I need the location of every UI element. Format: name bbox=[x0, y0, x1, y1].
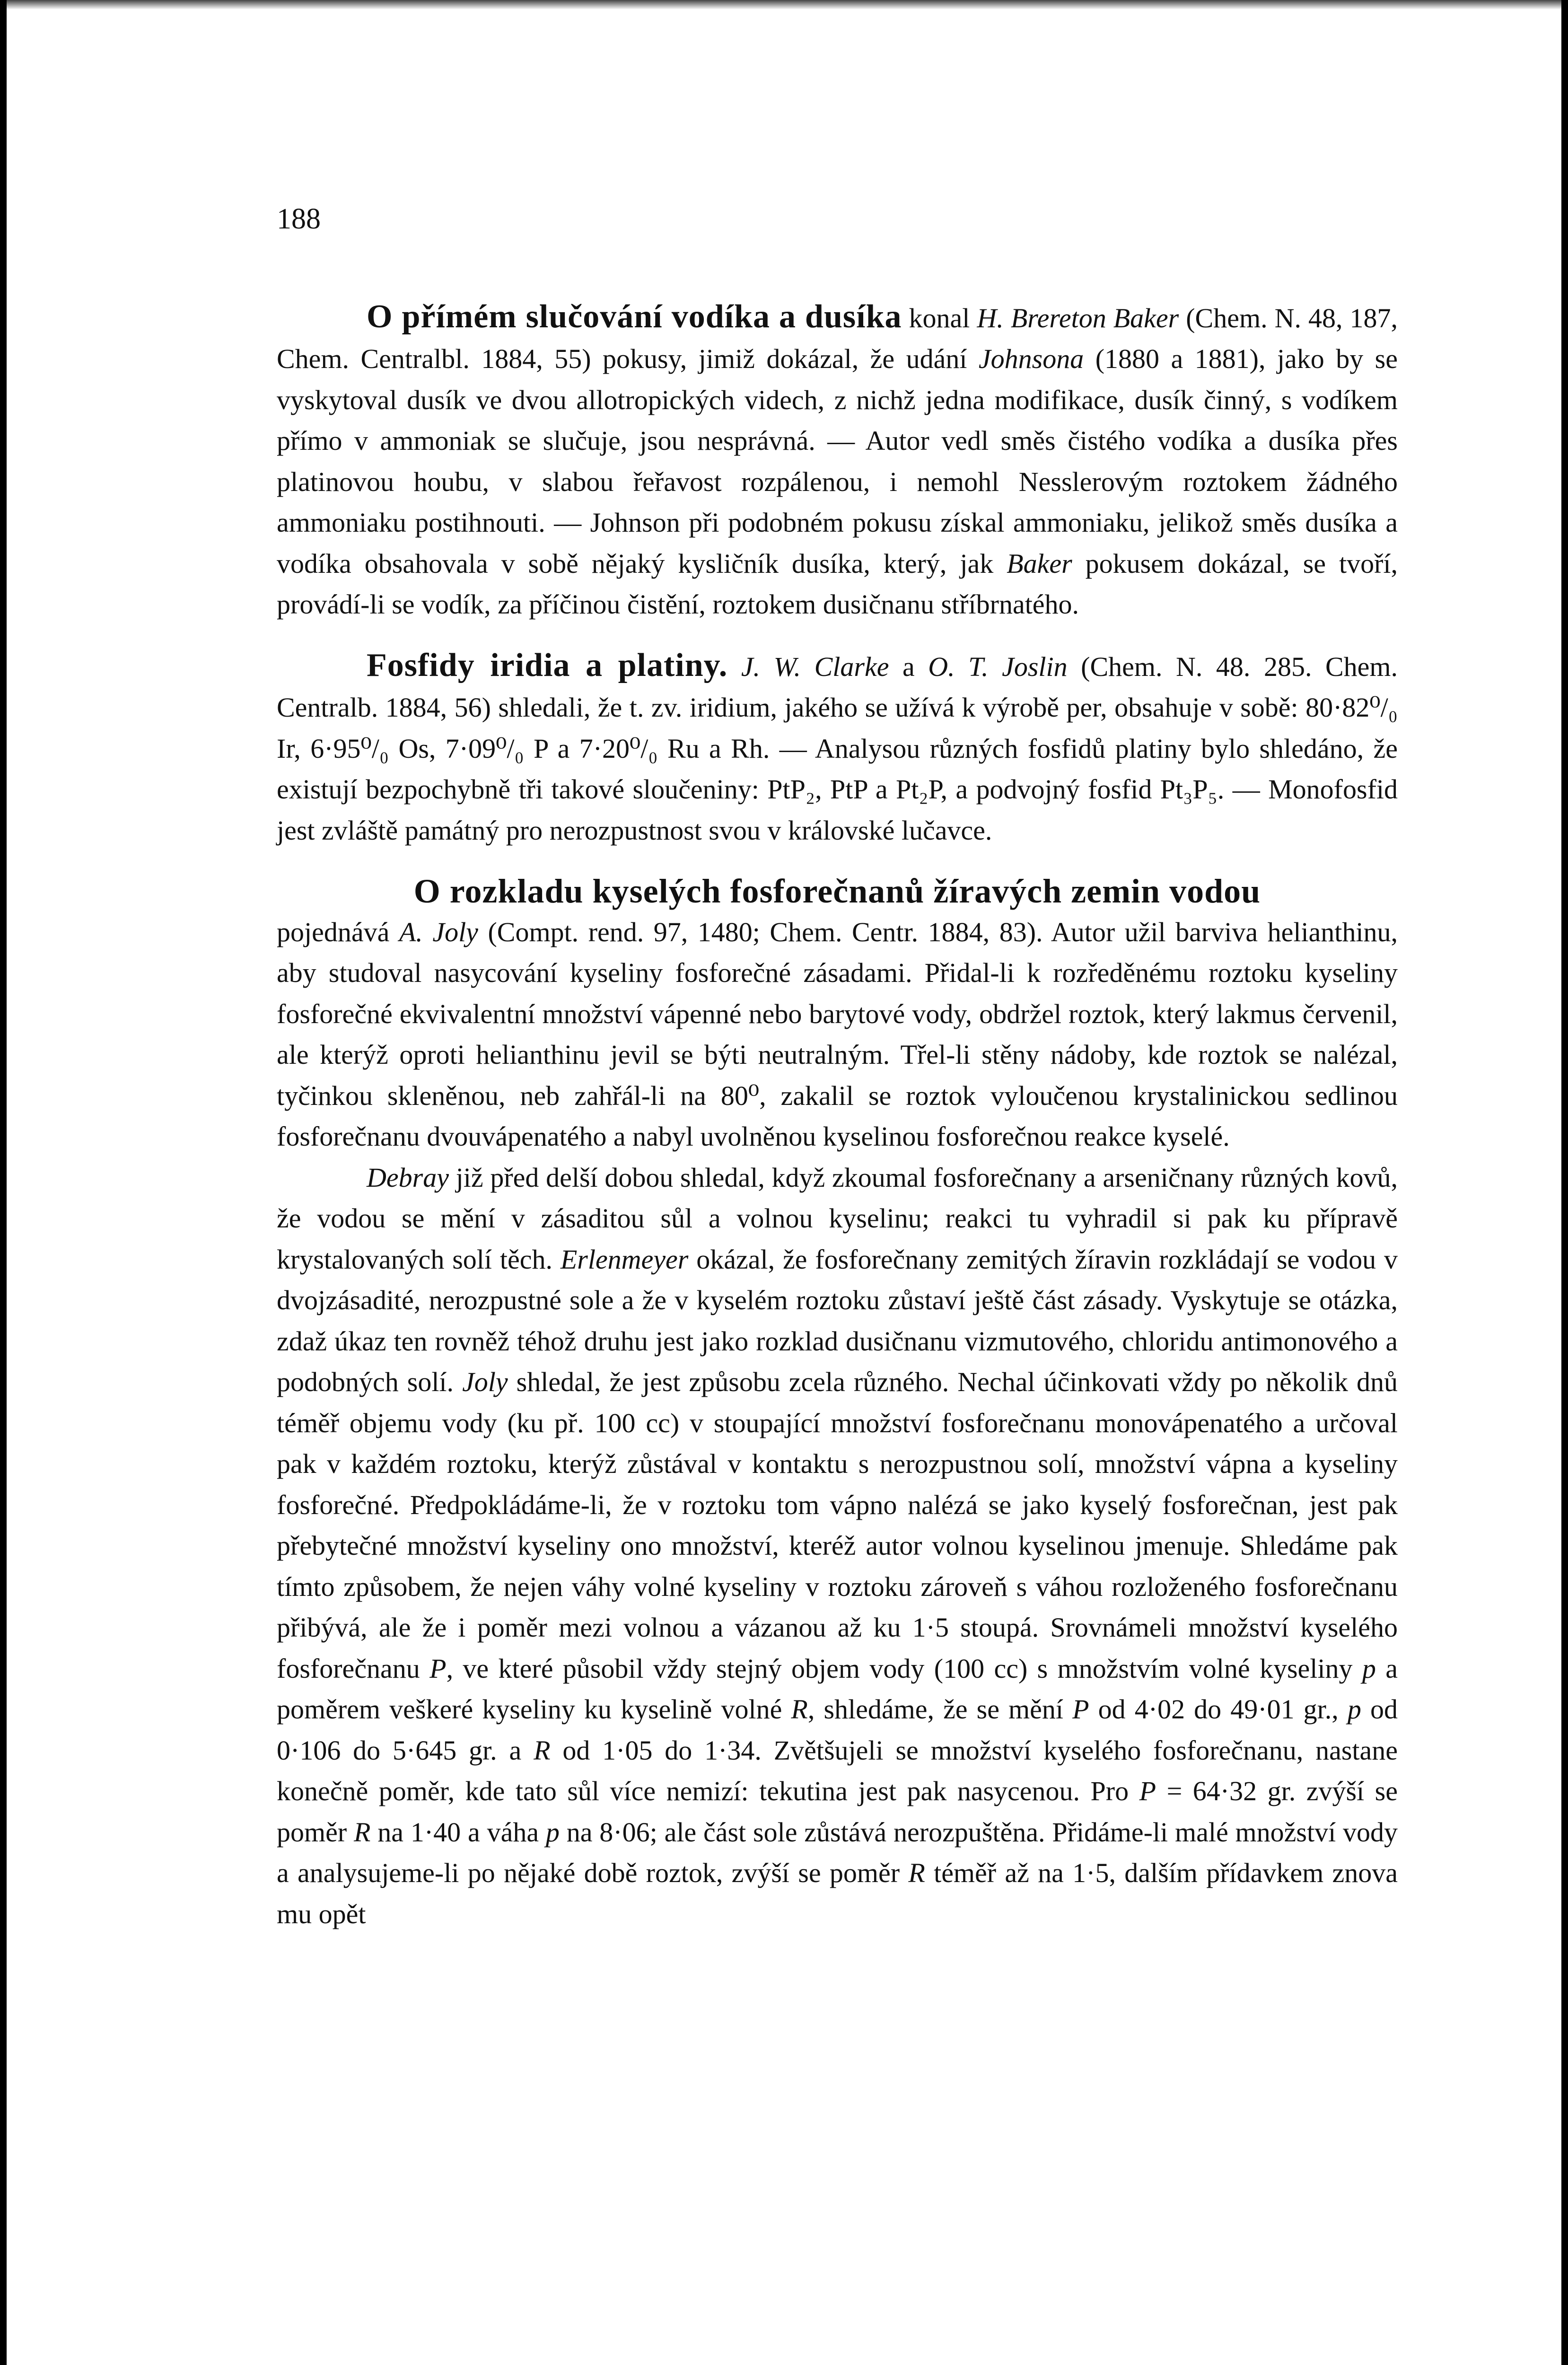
text-segment: od 0·106 do 5·645 gr. a bbox=[277, 1694, 1398, 1766]
article-title: Fosfidy iridia a platiny. bbox=[367, 647, 728, 683]
italic-name-segment: Baker bbox=[1007, 548, 1072, 579]
italic-name-segment: O. T. Joslin bbox=[928, 651, 1068, 682]
text-column bbox=[277, 199, 1398, 1935]
article-body bbox=[277, 917, 1398, 1152]
text-segment: na 8·06; ale část sole zůstává nerozpuštěna. Přidáme-li malé množství vody a analysujeme-li po nějaké době roztok, zvýší se poměr bbox=[277, 1816, 1398, 1888]
italic-name-segment: Johnsona bbox=[978, 343, 1084, 374]
text-segment: již před delší dobou shledal, když zkoumal fosforečnany a arseničnany různých kovů, že vodou se mění v zásaditou sůl a volnou kyselinu; reakci tu vyhradil si pak ku přípravě krystalovaných solí těch. bbox=[277, 1162, 1398, 1275]
italic-name-segment: R bbox=[534, 1734, 551, 1766]
italic-name-segment: R bbox=[908, 1857, 925, 1888]
italic-name-segment: p bbox=[545, 1816, 560, 1848]
text-segment: (Chem. N. 48. 285. Chem. Centralb. 1884, 56) shledali, že t. zv. iridium, jakého se užívá k výrobě per, obsahuje v sobě: 80·82⁰/₀ Ir, 6·95⁰/₀ Os, 7·09⁰/₀ P a 7·20⁰/₀ Ru a Rh. — Analysou různých fosfidů platiny bylo shledáno, že existují bezpochybně tři takové sloučeniny: PtP₂, PtP a Pt₂P, a podvojný fosfid Pt₃P₅. — Monofosfid jest zvláště památný pro nerozpustnost svou v královské lučavce. bbox=[277, 651, 1398, 846]
article-title: O rozkladu kyselých fosforečnanů žíravých zemin vodou bbox=[413, 872, 1261, 910]
text-segment: pokusem dokázal, se tvoří, provádí-li se vodík, za příčinou čistění, roztokem dusičnanu stříbrnatého. bbox=[277, 548, 1398, 620]
page-top-edge bbox=[0, 0, 1568, 9]
text-segment: , shledáme, že se mění bbox=[807, 1694, 1073, 1725]
text-segment: (Compt. rend. 97, 1480; Chem. Centr. 1884, 83). Autor užil barviva helianthinu, aby studoval nasycování kyseliny fosforečné zásadami. Přidal-li k rozředěnému roztoku kyseliny fosforečné ekvivalentní množství vápenné nebo barytové vody, obdržel roztok, který lakmus červenil, ale kterýž oproti helianthinu jevil se býti neutralným. Třel-li stěny nádoby, kde roztok se nalézal, tyčinkou skleněnou, neb zahřál-li na 80⁰, zakalil se roztok vyloučenou krystalinickou sedlinou fosforečnanu dvouvápenatého a nabyl uvolněnou kyselinou fosforečnou reakce kyselé. bbox=[277, 916, 1398, 1152]
text-segment: téměř až na 1·5, dalším přídavkem znova mu opět bbox=[277, 1857, 1398, 1929]
article-title: O přímém slučování vodíka a dusíka bbox=[367, 298, 902, 335]
italic-name-segment: Joly bbox=[462, 1366, 508, 1397]
italic-name-segment: J. W. Clarke bbox=[741, 651, 889, 682]
text-segment: od 4·02 do 49·01 gr., bbox=[1089, 1694, 1348, 1725]
text-segment: konal bbox=[902, 302, 977, 333]
text-segment bbox=[727, 651, 741, 682]
italic-name-segment: p bbox=[1347, 1694, 1361, 1725]
italic-name-segment: P bbox=[1139, 1776, 1156, 1806]
text-segment: okázal, že fosforečnany zemitých žíravin rozkládají se vodou v dvojzásadité, nerozpustné sole a že v kyselém roztoku zůstaví ještě část zásady. Vyskytuje se otázka, zdaž úkaz ten rovněž téhož druhu jest jako rozklad dusičnanu vizmutového, chloridu antimonového a podobných solí. bbox=[277, 1244, 1398, 1397]
italic-name-segment: Debray bbox=[367, 1162, 449, 1193]
article-continuation bbox=[277, 1157, 1398, 1935]
scan-border-right bbox=[1561, 0, 1568, 2365]
text-segment: = 64·32 gr. zvýší se poměr bbox=[277, 1776, 1398, 1848]
italic-name-segment: A. Joly bbox=[399, 916, 478, 947]
text-segment: shledal, že jest způsobu zcela různého. Nechal účinkovati vždy po několik dnů téměř objemu vody (ku př. 100 cc) v stoupající množství fosforečnanu monovápenatého a určoval pak v každém roztoku, kterýž zůstával v kontaktu s nerozpustnou solí, množství vápna a kyseliny fosforečné. Předpokládáme-li, že v roztoku tom vápno nalézá se jako kyselý fosforečnan, jest pak přebytečné množství kyseliny ono množství, kteréž autor volnou kyselinou jmenuje. Shledáme pak tímto způsobem, že nejen váhy volné kyseliny v roztoku zároveň s váhou rozloženého fosforečnanu přibývá, ale že i poměr mezi volnou a vázanou až ku 1·5 stoupá. Srovnámeli množství kyselého fosforečnanu bbox=[277, 1366, 1398, 1684]
italic-name-segment: R bbox=[354, 1816, 371, 1848]
article-body bbox=[277, 303, 1398, 620]
page-number: 188 bbox=[277, 203, 321, 235]
article-hydrogen-nitrogen bbox=[277, 297, 1398, 625]
article-acid-phosphates bbox=[277, 871, 1398, 1157]
text-segment: a bbox=[889, 651, 929, 682]
italic-name-segment: p bbox=[1362, 1653, 1376, 1684]
text-segment: od 1·05 do 1·34. Zvětšujeli se množství kyselého fosforečnanu, nastane konečně poměr, kde tato sůl více nemizí: tekutina jest pak nasycenou. Pro bbox=[277, 1734, 1398, 1806]
text-segment: pojednává bbox=[277, 916, 399, 947]
text-segment: (Chem. N. 48, 187, Chem. Centralbl. 1884, 55) pokusy, jimiž dokázal, že udání bbox=[277, 302, 1398, 374]
italic-name-segment: P bbox=[429, 1653, 447, 1684]
italic-name-segment: P bbox=[1072, 1694, 1089, 1725]
text-segment: (1880 a 1881), jako by se vyskytoval dusík ve dvou allotropických videch, z nichž jedna modifikace, dusík činný, s vodíkem přímo v ammoniak se slučuje, jsou nesprávná. — Autor vedl směs čistého vodíka a dusíka přes platinovou houbu, v slabou řeřavost rozpálenou, i nemohl Nesslerovým roztokem žádného ammoniaku postihnouti. — Johnson při podobném pokusu získal ammoniaku, jelikož směs dusíka a vodíka obsahovala v sobě nějaký kysličník dusíka, který, jak bbox=[277, 343, 1398, 579]
article-body bbox=[277, 1162, 1398, 1929]
article-iridium-platinum-phosphides bbox=[277, 645, 1398, 851]
italic-name-segment: R bbox=[791, 1694, 808, 1725]
italic-name-segment: Erlenmeyer bbox=[560, 1244, 689, 1275]
scan-border-left bbox=[0, 0, 7, 2365]
italic-name-segment: H. Brereton Baker bbox=[977, 302, 1179, 333]
text-segment: a poměrem veškeré kyseliny ku kyselině volné bbox=[277, 1653, 1398, 1725]
text-segment: na 1·40 a váha bbox=[370, 1816, 546, 1848]
text-segment: , ve které působil vždy stejný objem vody (100 cc) s množstvím volné kyseliny bbox=[446, 1653, 1362, 1684]
